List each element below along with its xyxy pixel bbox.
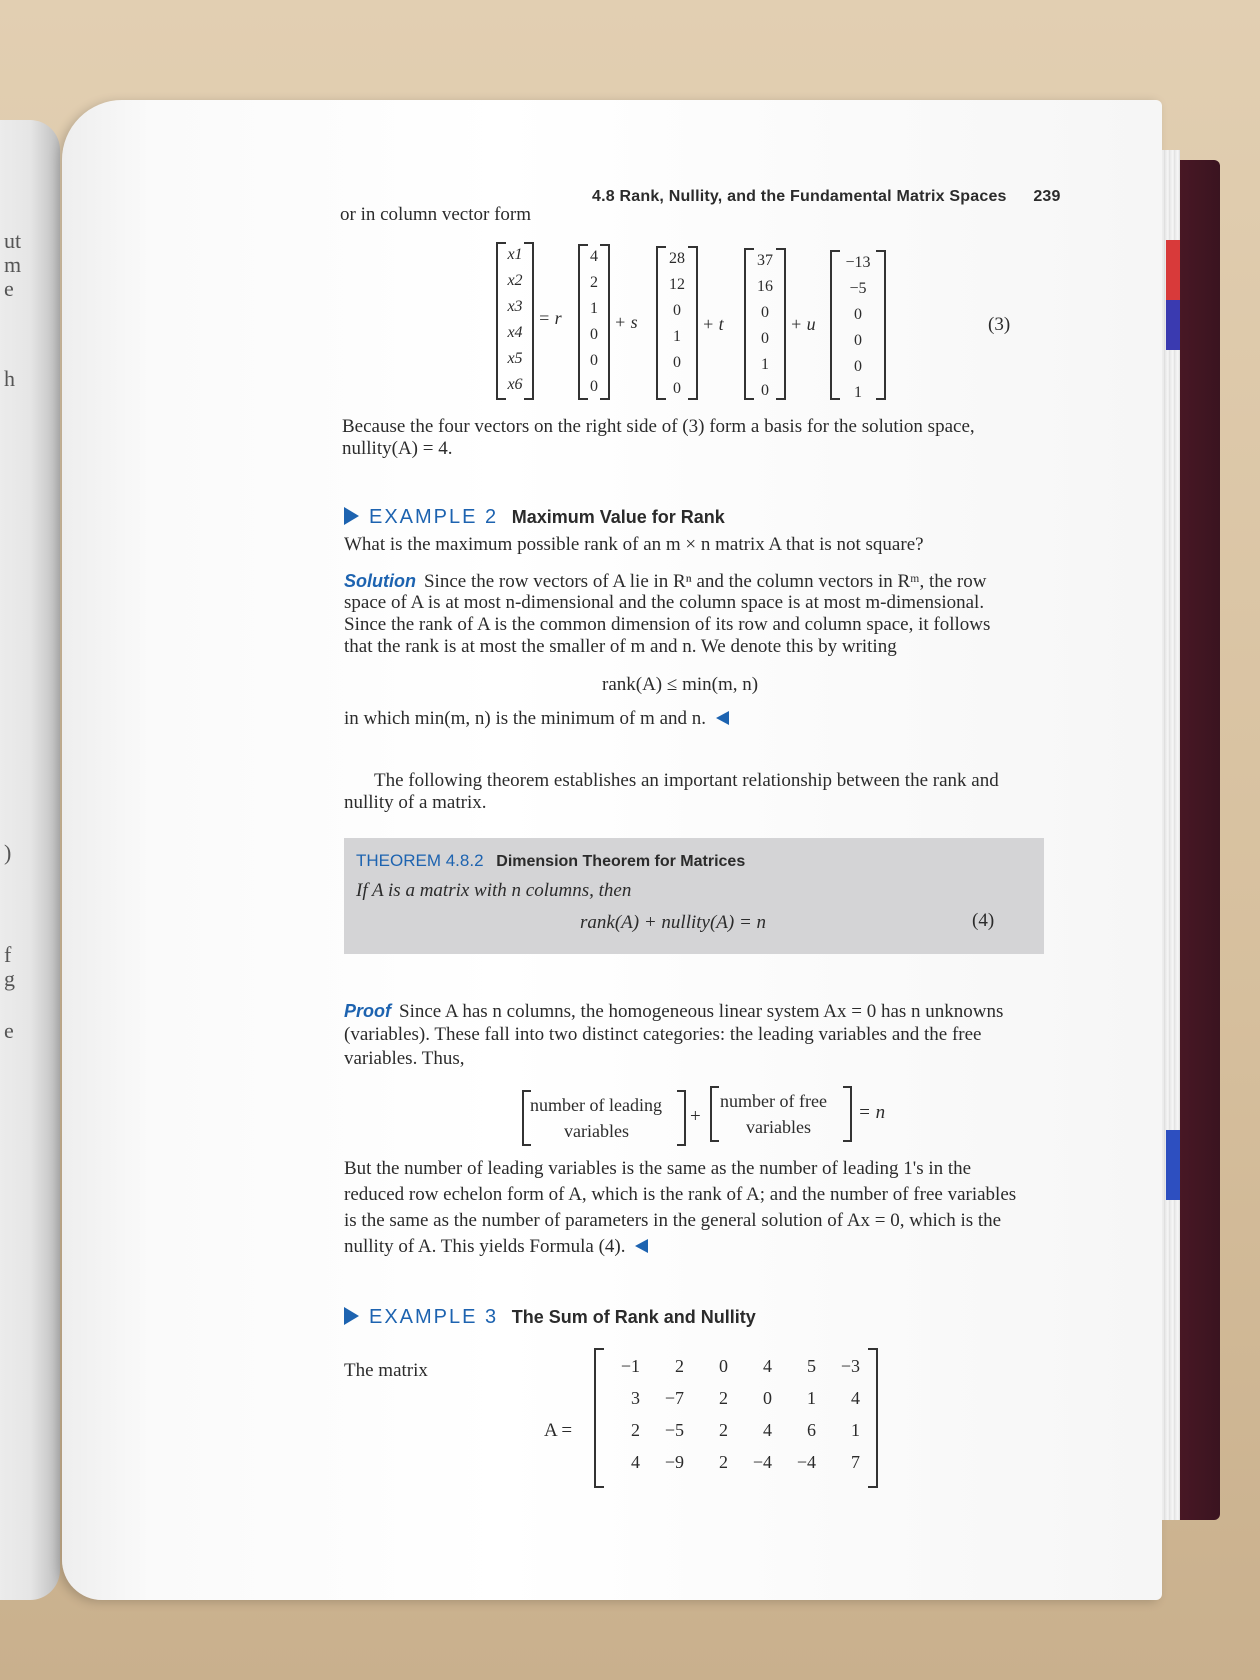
vector-entry: 0 — [761, 382, 769, 399]
theorem-statement: If A is a matrix with n columns, then — [356, 880, 632, 901]
equals-n: = n — [858, 1102, 886, 1123]
left-page-fragment: e — [4, 276, 14, 301]
theorem-formula: rank(A) + nullity(A) = n — [580, 912, 767, 933]
proof-line: variables. Thus, — [344, 1048, 465, 1069]
matrix-cell: 1 — [807, 1388, 816, 1408]
left-page-fragment: e — [4, 1018, 14, 1043]
solution-paragraph — [344, 570, 986, 593]
theorem-intro-line: The following theorem establishes an important relationship between the rank and — [374, 770, 999, 791]
vector-entry: 4 — [590, 248, 598, 265]
left-page-fragment: f — [4, 942, 12, 967]
vector-entry: x5 — [507, 350, 523, 367]
matrix-cell: 4 — [763, 1420, 772, 1440]
matrix-cell: 4 — [763, 1356, 772, 1376]
vector-entry: x3 — [507, 298, 523, 315]
vector-entry: 0 — [761, 304, 769, 321]
vector-entry: x2 — [507, 272, 523, 289]
matrix-name: A = — [544, 1420, 573, 1441]
plus-t: + t — [702, 314, 724, 334]
example-2-heading — [344, 506, 725, 528]
left-page-fragment: h — [4, 366, 15, 391]
vector-entry: 0 — [854, 306, 862, 323]
matrix-cell: 1 — [851, 1420, 860, 1440]
matrix-cell: −7 — [664, 1388, 684, 1408]
theorem-intro-line: nullity of a matrix. — [344, 792, 487, 813]
because-line: Because the four vectors on the right side of (3) form a basis for the solution space, — [342, 416, 975, 437]
left-page-fragment: ut — [4, 228, 22, 253]
bracket-text: number of leading — [530, 1095, 662, 1115]
book-page — [62, 100, 1162, 1600]
example-label: EXAMPLE 3 — [369, 1306, 499, 1328]
proof-after-line: nullity of A. This yields Formula (4). — [344, 1236, 626, 1257]
running-head — [592, 186, 1061, 208]
bracket-text: variables — [746, 1117, 811, 1137]
proof-line: (variables). These fall into two distinct categories: the leading variables and the free — [344, 1024, 982, 1045]
page-tab-red — [1166, 240, 1180, 300]
vector-entry: −5 — [849, 280, 867, 297]
vector-entry: 16 — [757, 278, 773, 295]
solution-line: that the rank is at most the smaller of m and n. We denote this by writing — [344, 636, 897, 657]
equals-r: = r — [538, 308, 562, 328]
plus-sign: + — [690, 1106, 701, 1127]
matrix-cell: 5 — [807, 1356, 816, 1376]
solution-line: Since the rank of A is the common dimension of its row and column space, it follows — [344, 614, 991, 635]
proof-after-line: But the number of leading variables is the same as the number of leading 1's in the — [344, 1158, 972, 1179]
vector-entry: x4 — [507, 324, 523, 341]
basis-vector-r — [578, 244, 610, 400]
proof-label: Proof — [344, 1001, 391, 1021]
vector-entry: 0 — [854, 332, 862, 349]
closing-text: in which min(m, n) is the minimum of m and n. — [344, 708, 707, 729]
theorem-title: Dimension Theorem for Matrices — [496, 853, 746, 870]
left-page-fragment: g — [4, 966, 15, 991]
matrix-cell: 2 — [631, 1420, 640, 1440]
left-page-edge — [0, 120, 60, 1600]
left-page-fragment: ) — [4, 840, 12, 865]
basis-vector-s — [656, 246, 698, 400]
example-closing — [344, 708, 729, 730]
matrix-cell: −4 — [752, 1452, 772, 1472]
matrix-cell: 2 — [719, 1420, 728, 1440]
free-variables-bracket — [710, 1086, 852, 1142]
vector-entry: 1 — [854, 384, 862, 401]
example-question: What is the maximum possible rank of an m × n matrix A that is not square? — [344, 534, 924, 555]
play-triangle-icon — [344, 507, 359, 525]
play-triangle-icon — [344, 1307, 359, 1325]
matrix-cell: 6 — [807, 1420, 816, 1440]
example-title: The Sum of Rank and Nullity — [511, 1307, 756, 1327]
vector-entry: 0 — [673, 354, 681, 371]
example-label: EXAMPLE 2 — [369, 506, 499, 528]
matrix-cell: 0 — [719, 1356, 728, 1376]
variable-vector — [496, 242, 534, 400]
matrix-cell: 4 — [851, 1388, 860, 1408]
vector-entry: 0 — [590, 352, 598, 369]
matrix-cell: −4 — [796, 1452, 816, 1472]
page-number: 239 — [1033, 188, 1061, 205]
theorem-eq-label: (4) — [972, 910, 995, 931]
proof-after-line: reduced row echelon form of A, which is the rank of A; and the number of free variables — [344, 1184, 1017, 1205]
vector-entry: 0 — [673, 380, 681, 397]
vector-entry: 0 — [590, 326, 598, 343]
vector-entry: 2 — [590, 274, 598, 291]
solution-line: Since the row vectors of A lie in Rⁿ and the column vectors in Rᵐ, the row — [423, 571, 987, 592]
matrix-cell: −1 — [620, 1356, 640, 1376]
vector-entry: x1 — [507, 246, 523, 263]
because-line: nullity(A) = 4. — [342, 438, 453, 459]
solution-label: Solution — [344, 571, 416, 591]
rank-formula: rank(A) ≤ min(m, n) — [602, 674, 759, 695]
solution-line: space of A is at most n-dimensional and the column space is at most m-dimensional. — [344, 592, 985, 613]
basis-vector-t — [744, 248, 786, 400]
plus-s: + s — [614, 312, 638, 332]
end-triangle-icon — [635, 1239, 648, 1253]
section-title: 4.8 Rank, Nullity, and the Fundamental Matrix Spaces — [592, 188, 1007, 205]
vector-entry: 1 — [590, 300, 598, 317]
matrix-cell: −3 — [840, 1356, 860, 1376]
example-title: Maximum Value for Rank — [511, 507, 725, 527]
matrix-cell: 0 — [763, 1388, 772, 1408]
leading-variables-bracket — [522, 1090, 686, 1146]
proof-after-closing — [344, 1236, 648, 1258]
vector-entry: 0 — [673, 302, 681, 319]
matrix-cell: −9 — [664, 1452, 684, 1472]
matrix-cell: 3 — [631, 1388, 640, 1408]
vector-entry: x6 — [507, 376, 523, 393]
matrix-cell: 7 — [851, 1452, 860, 1472]
example-intro: The matrix — [344, 1360, 428, 1381]
page-tab-blue — [1166, 1130, 1180, 1200]
intro-text: or in column vector form — [340, 204, 532, 225]
equation-label: (3) — [988, 314, 1011, 335]
matrix-cell: 4 — [631, 1452, 640, 1472]
vector-entry: 0 — [590, 378, 598, 395]
vector-entry: 0 — [854, 358, 862, 375]
matrix-cell: 2 — [675, 1356, 684, 1376]
proof-line: Since A has n columns, the homogeneous linear system Ax = 0 has n unknowns — [399, 1001, 1004, 1022]
vector-entry: 1 — [761, 356, 769, 373]
theorem-box — [344, 838, 1044, 954]
vector-entry: 37 — [757, 252, 773, 269]
vector-entry: 28 — [669, 250, 685, 267]
matrix-cell: 2 — [719, 1452, 728, 1472]
theorem-heading — [356, 850, 745, 873]
matrix-A — [594, 1348, 878, 1488]
vector-entry: −13 — [845, 254, 871, 271]
theorem-label: THEOREM 4.8.2 — [356, 851, 484, 870]
basis-vector-u — [830, 250, 886, 400]
proof-after-line: is the same as the number of parameters in the general solution of Ax = 0, which is the — [344, 1210, 1002, 1231]
left-page-fragment: m — [4, 252, 22, 277]
page-tab-blue — [1166, 300, 1180, 350]
plus-u: + u — [790, 314, 816, 334]
bracket-text: number of free — [720, 1091, 827, 1111]
bracket-text: variables — [564, 1121, 629, 1141]
matrix-cell: −5 — [664, 1420, 684, 1440]
matrix-cell: 2 — [719, 1388, 728, 1408]
vector-entry: 0 — [761, 330, 769, 347]
end-triangle-icon — [716, 711, 729, 725]
example-3-heading — [344, 1306, 756, 1328]
vector-entry: 1 — [673, 328, 681, 345]
vector-entry: 12 — [669, 276, 685, 293]
proof-paragraph — [344, 1000, 1003, 1023]
